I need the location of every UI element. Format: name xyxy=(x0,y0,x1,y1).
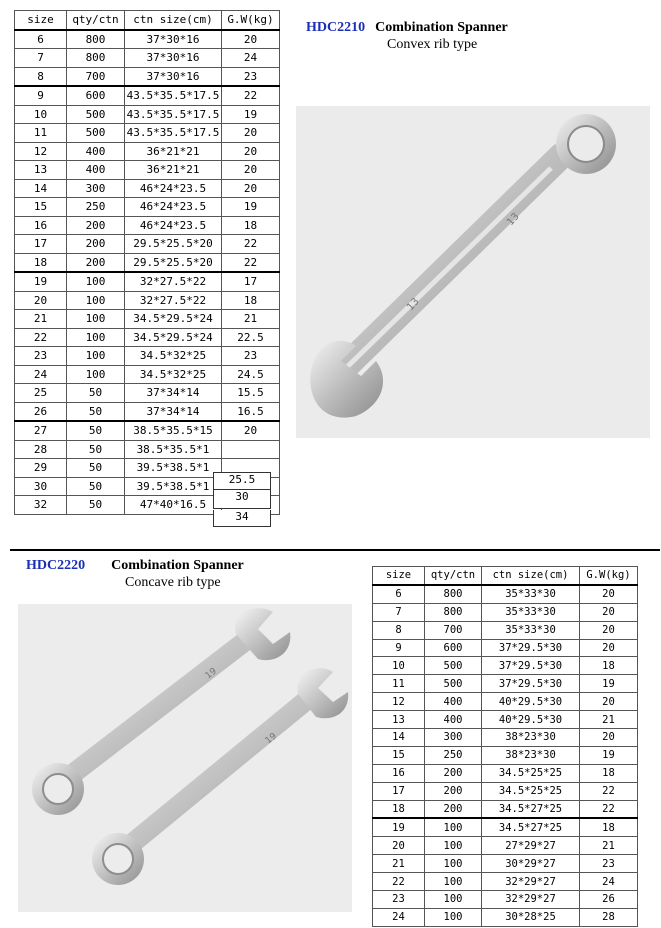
table-row xyxy=(373,764,638,782)
table-cell: 400 xyxy=(425,693,482,711)
table-row xyxy=(15,347,280,366)
table-cell: 400 xyxy=(67,142,125,161)
table-cell: 22 xyxy=(222,86,280,105)
table-cell: 100 xyxy=(67,272,125,291)
table-cell: 22 xyxy=(222,235,280,254)
table-row xyxy=(373,621,638,639)
table-cell: 20 xyxy=(222,421,280,440)
table-cell: 46*24*23.5 xyxy=(125,179,222,198)
table-cell: 35*33*30 xyxy=(482,603,580,621)
table-cell: 50 xyxy=(67,384,125,403)
table-cell: 600 xyxy=(67,86,125,105)
table-cell: 43.5*35.5*17.5 xyxy=(125,86,222,105)
table-cell: 37*30*16 xyxy=(125,67,222,86)
table-cell: 200 xyxy=(67,235,125,254)
size-mark: 19 xyxy=(203,666,219,682)
table-cell: 250 xyxy=(425,746,482,764)
column-header: G.W(kg) xyxy=(580,567,638,585)
table-cell: 23 xyxy=(222,347,280,366)
column-header: qty/ctn xyxy=(67,11,125,30)
table-cell: 100 xyxy=(67,291,125,310)
table-row xyxy=(15,86,280,105)
table-cell: 21 xyxy=(373,855,425,873)
table-cell: 18 xyxy=(580,764,638,782)
table-cell: 20 xyxy=(580,639,638,657)
convex-spanner-photo xyxy=(296,106,650,438)
table-cell: 18 xyxy=(373,800,425,818)
table-row xyxy=(373,585,638,603)
table-row xyxy=(373,837,638,855)
table-cell: 500 xyxy=(67,124,125,143)
table-cell: 700 xyxy=(67,67,125,86)
table-cell: 21 xyxy=(222,310,280,329)
table-cell: 43.5*35.5*17.5 xyxy=(125,105,222,124)
table-cell: 12 xyxy=(373,693,425,711)
table-cell: 19 xyxy=(15,272,67,291)
table-row xyxy=(373,891,638,909)
product-name: Combination Spanner xyxy=(111,558,244,573)
table-cell: 17 xyxy=(15,235,67,254)
table-cell: 50 xyxy=(67,459,125,478)
table-cell: 14 xyxy=(373,729,425,747)
table-row xyxy=(373,711,638,729)
table-cell: 100 xyxy=(67,328,125,347)
table-cell: 20 xyxy=(580,729,638,747)
column-header: ctn size(cm) xyxy=(125,11,222,30)
table-cell: 100 xyxy=(425,891,482,909)
table-cell: 19 xyxy=(222,198,280,217)
table-cell: 800 xyxy=(425,585,482,603)
table-cell: 29 xyxy=(15,459,67,478)
table-cell: 37*29.5*30 xyxy=(482,675,580,693)
product-subtitle: Convex rib type xyxy=(387,37,478,52)
table-row xyxy=(15,216,280,235)
table-cell: 22 xyxy=(580,800,638,818)
table-row xyxy=(15,440,280,459)
table-cell: 200 xyxy=(67,253,125,272)
column-header: size xyxy=(15,11,67,30)
table-cell: 46*24*23.5 xyxy=(125,198,222,217)
table-cell: 28 xyxy=(580,908,638,926)
table-cell: 8 xyxy=(373,621,425,639)
table-cell: 34.5*29.5*24 xyxy=(125,328,222,347)
table-cell: 700 xyxy=(425,621,482,639)
table-cell: 15 xyxy=(15,198,67,217)
table-cell: 36*21*21 xyxy=(125,142,222,161)
table-cell: 16.5 xyxy=(222,402,280,421)
table-cell: 30*29*27 xyxy=(482,855,580,873)
table-cell: 28 xyxy=(15,440,67,459)
table-row xyxy=(15,310,280,329)
table-cell: 19 xyxy=(373,818,425,836)
table-cell: 18 xyxy=(222,291,280,310)
table-row xyxy=(15,253,280,272)
table-row xyxy=(373,729,638,747)
model-code: HDC2220 xyxy=(26,558,86,573)
table-cell: 39.5*38.5*1 xyxy=(125,477,222,496)
product-title-hdc2210 xyxy=(306,18,508,36)
table-cell: 40*29.5*30 xyxy=(482,711,580,729)
table-cell: 34.5*32*25 xyxy=(125,347,222,366)
concave-spanners-photo xyxy=(18,604,352,912)
table-cell: 16 xyxy=(373,764,425,782)
table-cell: 24 xyxy=(222,49,280,68)
table-row xyxy=(373,873,638,891)
table-cell: 35*33*30 xyxy=(482,621,580,639)
table-cell: 34.5*27*25 xyxy=(482,800,580,818)
table-cell: 500 xyxy=(425,657,482,675)
table-cell: 50 xyxy=(67,496,125,515)
table-cell: 32*29*27 xyxy=(482,873,580,891)
table-cell: 26 xyxy=(15,402,67,421)
table-cell: 100 xyxy=(67,347,125,366)
table-cell: 37*29.5*30 xyxy=(482,657,580,675)
table-cell: 100 xyxy=(425,855,482,873)
table-row xyxy=(373,746,638,764)
table-row xyxy=(15,198,280,217)
column-header: qty/ctn xyxy=(425,567,482,585)
table-cell: 9 xyxy=(373,639,425,657)
product-name: Combination Spanner xyxy=(375,20,508,35)
table-cell: 8 xyxy=(15,67,67,86)
table-cell: 7 xyxy=(373,603,425,621)
table-cell: 10 xyxy=(15,105,67,124)
table-row xyxy=(373,908,638,926)
table-cell: 37*30*16 xyxy=(125,49,222,68)
table-cell: 22 xyxy=(222,253,280,272)
table-row xyxy=(15,49,280,68)
table-cell: 19 xyxy=(222,105,280,124)
table-cell: 11 xyxy=(15,124,67,143)
table-cell xyxy=(222,440,280,459)
table-row xyxy=(373,800,638,818)
table-cell: 400 xyxy=(425,711,482,729)
table-cell: 34.5*25*25 xyxy=(482,764,580,782)
table-row xyxy=(15,235,280,254)
table-cell: 20 xyxy=(222,124,280,143)
table-row xyxy=(373,657,638,675)
table-row xyxy=(15,179,280,198)
table-cell: 34.5*32*25 xyxy=(125,365,222,384)
table-row xyxy=(15,272,280,291)
table-cell: 20 xyxy=(222,179,280,198)
table-cell: 34.5*27*25 xyxy=(482,818,580,836)
table-cell: 30 xyxy=(15,477,67,496)
table-row xyxy=(373,693,638,711)
table-cell: 100 xyxy=(425,818,482,836)
table-cell: 37*30*16 xyxy=(125,30,222,49)
table-cell: 15 xyxy=(373,746,425,764)
table-cell: 13 xyxy=(15,161,67,180)
table-cell: 200 xyxy=(425,800,482,818)
column-header: G.W(kg) xyxy=(222,11,280,30)
table-cell: 10 xyxy=(373,657,425,675)
table-cell: 50 xyxy=(67,421,125,440)
spec-table-hdc2220 xyxy=(372,566,638,927)
model-code: HDC2210 xyxy=(306,20,366,35)
table-cell: 24 xyxy=(373,908,425,926)
table-cell: 800 xyxy=(67,30,125,49)
table-cell: 50 xyxy=(67,477,125,496)
gw-overlay-box: 30 xyxy=(213,490,271,509)
table-cell: 23 xyxy=(15,347,67,366)
table-cell: 39.5*38.5*1 xyxy=(125,459,222,478)
table-cell: 23 xyxy=(373,891,425,909)
table-row xyxy=(15,105,280,124)
table-cell: 20 xyxy=(222,142,280,161)
table-cell: 9 xyxy=(15,86,67,105)
table-cell: 26 xyxy=(580,891,638,909)
table-cell: 6 xyxy=(373,585,425,603)
table-cell: 20 xyxy=(580,603,638,621)
table-cell: 43.5*35.5*17.5 xyxy=(125,124,222,143)
table-cell: 6 xyxy=(15,30,67,49)
table-cell: 500 xyxy=(425,675,482,693)
table-cell: 250 xyxy=(67,198,125,217)
table-cell: 38.5*35.5*15 xyxy=(125,421,222,440)
table-cell: 7 xyxy=(15,49,67,68)
table-cell: 20 xyxy=(580,693,638,711)
table-row xyxy=(15,402,280,421)
section-divider xyxy=(10,549,660,551)
table-cell: 18 xyxy=(222,216,280,235)
table-row xyxy=(15,291,280,310)
table-cell: 37*34*14 xyxy=(125,402,222,421)
table-cell: 200 xyxy=(67,216,125,235)
table-cell: 100 xyxy=(425,837,482,855)
table-cell: 800 xyxy=(67,49,125,68)
table-row xyxy=(15,142,280,161)
table-cell: 40*29.5*30 xyxy=(482,693,580,711)
table-cell: 27*29*27 xyxy=(482,837,580,855)
table-cell: 24.5 xyxy=(222,365,280,384)
product-subtitle: Concave rib type xyxy=(125,575,221,590)
table-cell: 100 xyxy=(425,873,482,891)
table-cell: 38*23*30 xyxy=(482,746,580,764)
table-cell: 14 xyxy=(15,179,67,198)
table-cell: 22 xyxy=(373,873,425,891)
table-cell: 16 xyxy=(15,216,67,235)
table-cell: 30*28*25 xyxy=(482,908,580,926)
table-row xyxy=(373,603,638,621)
table-cell: 38*23*30 xyxy=(482,729,580,747)
table-cell: 36*21*21 xyxy=(125,161,222,180)
table-cell: 21 xyxy=(580,711,638,729)
table-cell: 47*40*16.5 xyxy=(125,496,222,515)
table-cell: 600 xyxy=(425,639,482,657)
table-cell: 22 xyxy=(15,328,67,347)
size-mark: 13 xyxy=(405,296,422,314)
table-cell: 17 xyxy=(222,272,280,291)
table-cell: 27 xyxy=(15,421,67,440)
table-cell: 20 xyxy=(15,291,67,310)
table-cell: 50 xyxy=(67,440,125,459)
table-header-row xyxy=(373,567,638,585)
table-header-row xyxy=(15,11,280,30)
table-cell: 50 xyxy=(67,402,125,421)
table-cell: 18 xyxy=(580,657,638,675)
table-cell: 200 xyxy=(425,782,482,800)
table-cell: 23 xyxy=(580,855,638,873)
table-cell: 17 xyxy=(373,782,425,800)
table-cell: 18 xyxy=(580,818,638,836)
spec-table-hdc2210 xyxy=(14,10,280,515)
product-title-hdc2220 xyxy=(26,556,244,574)
table-cell: 25 xyxy=(15,384,67,403)
table-cell: 29.5*25.5*20 xyxy=(125,253,222,272)
table-cell: 12 xyxy=(15,142,67,161)
table-cell: 100 xyxy=(67,310,125,329)
table-cell: 500 xyxy=(67,105,125,124)
table-cell: 29.5*25.5*20 xyxy=(125,235,222,254)
table-cell: 21 xyxy=(580,837,638,855)
table-cell: 300 xyxy=(425,729,482,747)
column-header: ctn size(cm) xyxy=(482,567,580,585)
table-cell: 46*24*23.5 xyxy=(125,216,222,235)
table-cell: 20 xyxy=(222,30,280,49)
table-row xyxy=(373,639,638,657)
table-cell: 35*33*30 xyxy=(482,585,580,603)
table-row xyxy=(15,365,280,384)
table-cell: 24 xyxy=(580,873,638,891)
table-row xyxy=(15,421,280,440)
table-row xyxy=(373,818,638,836)
gw-overlay-box: 34 xyxy=(213,510,271,527)
table-cell: 32*29*27 xyxy=(482,891,580,909)
table-cell: 34.5*29.5*24 xyxy=(125,310,222,329)
table-row xyxy=(15,328,280,347)
table-cell: 24 xyxy=(15,365,67,384)
table-cell: 20 xyxy=(222,161,280,180)
table-cell: 38.5*35.5*1 xyxy=(125,440,222,459)
table-row xyxy=(15,30,280,49)
table-cell: 200 xyxy=(425,764,482,782)
table-cell: 34.5*25*25 xyxy=(482,782,580,800)
table-cell: 37*34*14 xyxy=(125,384,222,403)
table-cell: 20 xyxy=(580,621,638,639)
table-cell: 20 xyxy=(373,837,425,855)
table-row xyxy=(15,124,280,143)
table-cell: 37*29.5*30 xyxy=(482,639,580,657)
table-cell: 32 xyxy=(15,496,67,515)
table-cell: 21 xyxy=(15,310,67,329)
table-cell: 11 xyxy=(373,675,425,693)
table-cell: 19 xyxy=(580,675,638,693)
table-cell: 22 xyxy=(580,782,638,800)
table-row xyxy=(373,675,638,693)
table-cell: 13 xyxy=(373,711,425,729)
table-cell: 100 xyxy=(67,365,125,384)
table-cell: 18 xyxy=(15,253,67,272)
table-row xyxy=(373,782,638,800)
table-cell: 20 xyxy=(580,585,638,603)
table-cell: 100 xyxy=(425,908,482,926)
table-cell: 32*27.5*22 xyxy=(125,272,222,291)
table-cell: 300 xyxy=(67,179,125,198)
table-row xyxy=(15,384,280,403)
table-cell: 22.5 xyxy=(222,328,280,347)
table-cell: 15.5 xyxy=(222,384,280,403)
table-row xyxy=(373,855,638,873)
size-mark: 13 xyxy=(505,211,522,229)
table-cell: 400 xyxy=(67,161,125,180)
column-header: size xyxy=(373,567,425,585)
table-cell: 32*27.5*22 xyxy=(125,291,222,310)
table-row xyxy=(15,161,280,180)
size-mark: 19 xyxy=(263,731,279,747)
table-cell: 23 xyxy=(222,67,280,86)
table-cell: 800 xyxy=(425,603,482,621)
table-cell: 19 xyxy=(580,746,638,764)
gw-overlay-box: 25.5 xyxy=(213,472,271,490)
table-row xyxy=(15,67,280,86)
